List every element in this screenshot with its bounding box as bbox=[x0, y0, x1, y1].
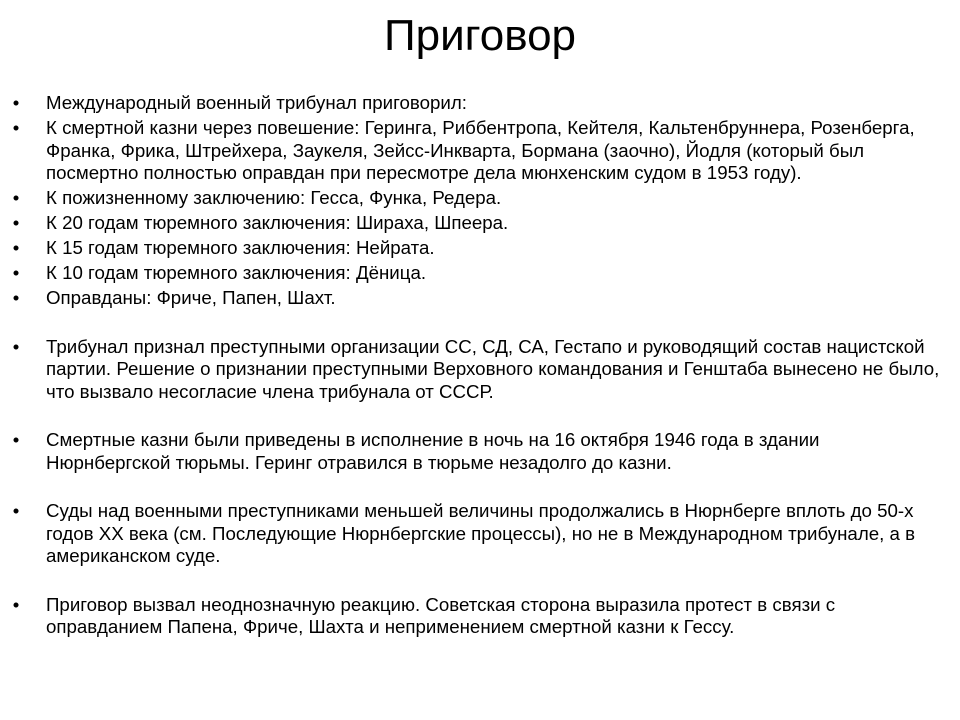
bullet-item bbox=[0, 92, 960, 115]
bullet-text: К 20 годам тюремного заключения: Шираха, Шпеера. bbox=[46, 212, 509, 233]
bullet-text: Трибунал признал преступными организации СС, СД, СА, Гестапо и руководящий состав нацистской партии. Решение о признании преступными Верховного командования и Генштаба вынесено не было, что вызвало несогласие члена трибунала от СССР. bbox=[46, 335, 940, 402]
bullet-icon: • bbox=[12, 335, 20, 357]
bullet-text: К смертной казни через повешение: Геринга, Риббентропа, Кейтеля, Кальтенбруннера, Розенберга, Франка, Фрика, Штрейхера, Заукеля, Зейсс-Инкварта, Бормана (заочно), Йодля (который был посмертно полностью оправдан при пересмотре дела мюнхенским судом в 1953 году). bbox=[46, 117, 915, 183]
bullet-item bbox=[0, 262, 960, 285]
bullet-icon: • bbox=[12, 429, 20, 450]
bullet-text: К 10 годам тюремного заключения: Дёница. bbox=[46, 262, 427, 283]
bullet-icon: • bbox=[12, 117, 20, 138]
bullet-icon: • bbox=[12, 187, 20, 208]
bullet-icon: • bbox=[12, 500, 20, 521]
bullet-list bbox=[0, 92, 960, 641]
bullet-icon: • bbox=[12, 92, 20, 113]
bullet-text: К пожизненному заключению: Гесса, Функа, Редера. bbox=[46, 187, 502, 208]
bullet-item bbox=[0, 429, 960, 474]
bullet-icon: • bbox=[12, 287, 20, 308]
bullet-icon: • bbox=[12, 212, 20, 233]
bullet-icon: • bbox=[12, 237, 20, 258]
bullet-item bbox=[0, 500, 960, 568]
bullet-icon: • bbox=[12, 262, 20, 283]
bullet-item bbox=[0, 336, 960, 404]
bullet-icon: • bbox=[12, 593, 20, 615]
bullet-item bbox=[0, 117, 960, 185]
bullet-text: Смертные казни были приведены в исполнение в ночь на 16 октября 1946 года в здании Нюрнбергской тюрьмы. Геринг отравился в тюрьме незадолго до казни. bbox=[46, 429, 820, 473]
slide-title: Приговор bbox=[383, 11, 577, 60]
bullet-text: Приговор вызвал неоднозначную реакцию. Советская сторона выразила протест в связи с оправданием Папена, Фриче, Шахта и неприменением смертной казни к Гессу. bbox=[46, 593, 836, 637]
bullet-item bbox=[0, 594, 960, 639]
bullet-item bbox=[0, 212, 960, 235]
bullet-text: К 15 годам тюремного заключения: Нейрата. bbox=[46, 237, 435, 258]
bullet-item bbox=[0, 287, 960, 310]
bullet-text: Оправданы: Фриче, Папен, Шахт. bbox=[46, 287, 336, 308]
bullet-item bbox=[0, 187, 960, 210]
bullet-text: Международный военный трибунал приговорил: bbox=[46, 92, 467, 113]
bullet-item bbox=[0, 237, 960, 260]
bullet-text: Суды над военными преступниками меньшей величины продолжались в Нюрнберге вплоть до 50-х годов XX века (см. Последующие Нюрнбергские процессы), но не в Международном трибунале, а в американском суде. bbox=[46, 500, 916, 566]
